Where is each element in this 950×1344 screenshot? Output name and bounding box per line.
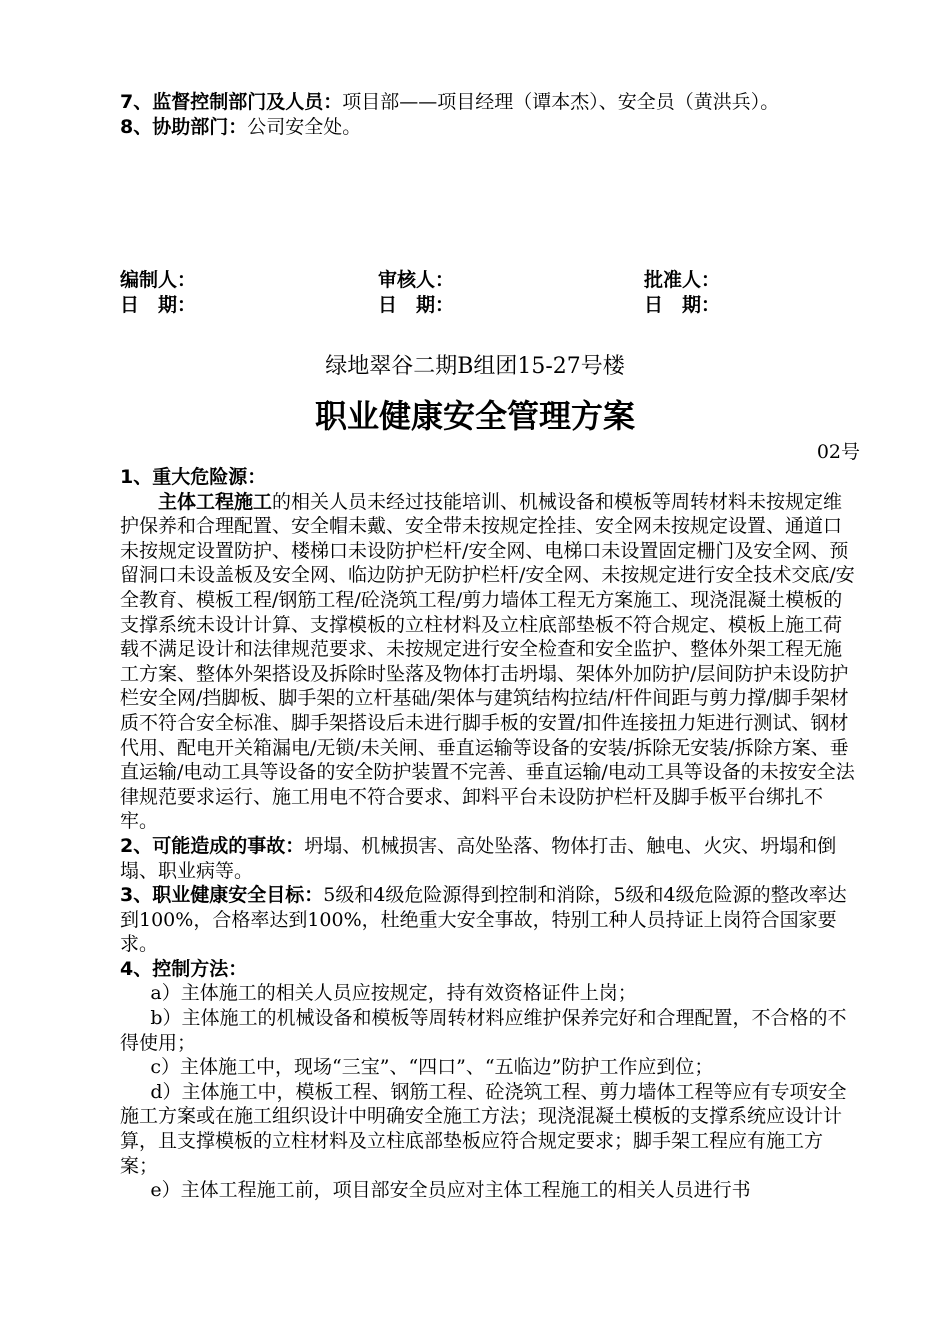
approver-date-label: 日 期：: [644, 294, 721, 316]
item-8: [120, 115, 860, 140]
compiler-date-label: 日 期：: [120, 294, 197, 316]
section-4-item: b）主体施工的机械设备和模板等周转材料应维护保养完好和合理配置，不合格的不得使用；: [120, 1007, 847, 1054]
section-4-item: a）主体施工的相关人员应按规定，持有效资格证件上岗；: [150, 982, 637, 1005]
project-subtitle: 绿地翠谷二期B组团15-27号楼: [325, 354, 625, 379]
section-2-text: 坍塌、机械损害、高处坠落、物体打击、触电、火灾、坍塌和倒塌、职业病等。: [120, 834, 837, 882]
document-number: 02号: [816, 441, 860, 463]
section-4-item: d）主体施工中，模板工程、钢筋工程、砼浇筑工程、剪力墙体工程等应有专项安全施工方案或在施工组织设计中明确安全施工方法；现浇混凝土模板的支撑系统应设计计算，且支撑模板的立柱材料及立柱底部垫板应符合规定要求；脚手架工程应有施工方案；: [120, 1080, 847, 1177]
item-7-text: 项目部——项目经理（谭本杰）、安全员（黄洪兵）。: [342, 91, 780, 113]
section-4-item: c）主体施工中，现场“三宝”、“四口”、“五临边”防护工作应到位；: [150, 1056, 714, 1079]
item-7-label: 7、监督控制部门及人员：: [120, 91, 343, 113]
section-2-heading: 2、可能造成的事故：: [120, 834, 305, 857]
section-1-lead: 主体工程施工: [158, 490, 273, 513]
main-content: [120, 465, 860, 1203]
top-items: [120, 90, 860, 139]
item-8-text: 公司安全处。: [247, 115, 362, 138]
section-4-heading: 4、控制方法：: [120, 957, 248, 980]
reviewer-label: 审核人：: [378, 269, 455, 291]
item-7: [120, 90, 860, 115]
reviewer-date-label: 日 期：: [378, 294, 455, 316]
section-3: [120, 883, 860, 957]
section-3-text: 5级和4级危险源得到控制和消除，5级和4级危险源的整改率达到100%，合格率达到100%，杜绝重大安全事故，特别工种人员持证上岗符合国家要求。: [120, 884, 847, 956]
section-2: [120, 834, 860, 883]
item-8-label: 8、协助部门：: [120, 115, 248, 138]
approver-label: 批准人：: [644, 269, 721, 291]
section-4-item: e）主体工程施工前，项目部安全员应对主体工程施工的相关人员进行书: [150, 1179, 751, 1202]
section-3-heading: 3、职业健康安全目标：: [120, 884, 324, 907]
compiler-label: 编制人：: [120, 269, 197, 291]
section-1-text: 的相关人员未经过技能培训、机械设备和模板等周转材料未按规定维护保养和合理配置、安全帽未戴、安全带未按规定拴挂、安全网未按规定设置、通道口未按规定设置防护、楼梯口未设防护栏杆/安全网、电梯口未设置固定栅门及安全网、预留洞口未设盖板及安全网、临边防护无防护栏杆/安全网、未按规定进行安全技术交底/安全教育、模板工程/钢筋工程/砼浇筑工程/剪力墙体工程无方案施工、现浇混凝土模板的支撑系统未设计计算、支撑模板的立柱材料及立柱底部垫板不符合规定、模板上施工荷载不满足设计和法律规范要求、未按规定进行安全检查和安全监护、整体外架工程无施工方案、整体外架搭设及拆除时坠落及物体打击坍塌、架体外加防护/层间防护未设防护栏安全网/挡脚板、脚手架的立杆基础/架体与建筑结构拉结/杆件间距与剪力撑/脚手架材质不符合安全标准、脚手架搭设后未进行脚手板的安置/扣件连接扭力矩进行测试、钢材代用、配电开关箱漏电/无锁/未关闸、垂直运输等设备的安装/拆除无安装/拆除方案、垂直运输/电动工具等设备的安全防护装置不完善、垂直运输/电动工具等设备的未按安全法律规范要求运行、施工用电不符合要求、卸料平台未设防护栏杆及脚手板平台绑扎不牢。: [120, 490, 855, 833]
section-1-body: [120, 490, 860, 834]
section-1-heading: 1、重大危险源：: [120, 466, 267, 488]
document-title: 职业健康安全管理方案: [314, 397, 635, 435]
